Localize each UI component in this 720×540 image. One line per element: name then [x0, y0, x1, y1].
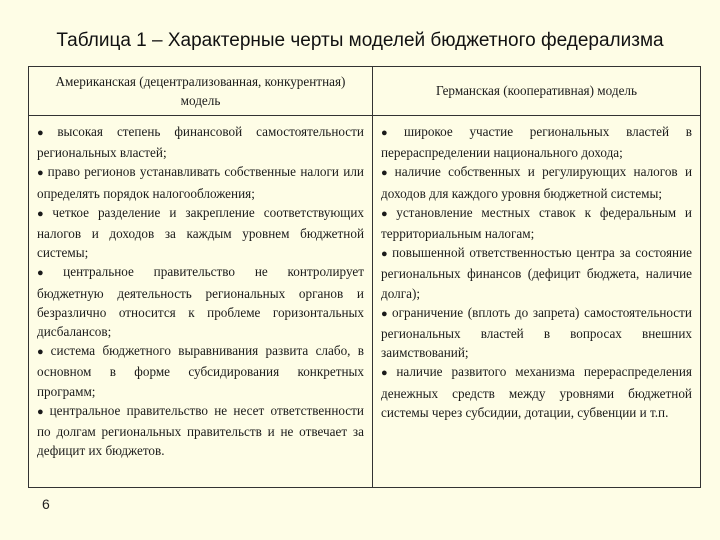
page-number: 6 [42, 496, 50, 512]
bullet-icon: ● [37, 127, 55, 139]
bullet-icon: ● [37, 207, 50, 220]
bullet-icon: ● [37, 346, 48, 359]
german-feature-item: ● ограничение (вплоть до запрета) самостоятельности региональных властей в вопросах внешних заимствований; [381, 304, 692, 361]
american-feature-item: ● система бюджетного выравнивания развита слабо, в основном в форме субсидирования конкретных программ; [37, 343, 364, 399]
american-feature-item: ● четкое разделение и закрепление соответствующих налогов и доходов за каждым уровнем бюджетной системы; [37, 204, 364, 261]
column-header-american: Американская (децентрализованная, конкурентная) модель [29, 67, 373, 116]
german-feature-item: ● повышенной ответственностью центра за состояние региональных финансов (дефицит бюджета, наличие долга); [381, 245, 692, 301]
table-header-row [29, 67, 701, 116]
american-feature-item: ● центральное правительство не контролирует бюджетную деятельность региональных органов и безразлично относится к проблеме горизонтальных дисбалансов; [37, 264, 364, 340]
american-feature-item: ● высокая степень финансовой самостоятельности региональных властей; [37, 124, 364, 161]
bullet-icon: ● [37, 405, 47, 418]
bullet-icon: ● [381, 127, 402, 139]
table-title: Таблица 1 – Характерные черты моделей бюджетного федерализма [56, 30, 664, 51]
bullet-icon: ● [381, 367, 394, 380]
german-feature-item: ● наличие собственных и регулирующих налогов и доходов для каждого уровня бюджетной системы; [381, 164, 692, 201]
german-feature-item: ● наличие развитого механизма перераспределения денежных средств между уровнями бюджетной системы через субсидии, дотации, субвенции и т.п. [381, 364, 692, 420]
german-feature-item: ● установление местных ставок к федеральным и территориальным налогам; [381, 204, 692, 242]
american-feature-item: ● центральное правительство не несет ответственности по долгам региональных правительств и не отвечает за дефицит их бюджетов. [37, 402, 364, 459]
bullet-icon: ● [381, 248, 390, 261]
comparison-table [28, 66, 701, 488]
german-feature-item: ● широкое участие региональных властей в перераспределении национального дохода; [381, 124, 692, 161]
american-features-cell [29, 116, 373, 488]
bullet-icon: ● [381, 307, 390, 320]
bullet-icon: ● [381, 167, 392, 180]
bullet-icon: ● [381, 207, 394, 220]
column-header-german: Германская (кооперативная) модель [373, 67, 701, 116]
german-features-cell [373, 116, 701, 488]
american-feature-item: ● право регионов устанавливать собственные налоги или определять порядок налогообложения; [37, 164, 364, 201]
table-body-row [29, 116, 701, 488]
bullet-icon: ● [37, 167, 45, 180]
bullet-icon: ● [37, 267, 61, 280]
